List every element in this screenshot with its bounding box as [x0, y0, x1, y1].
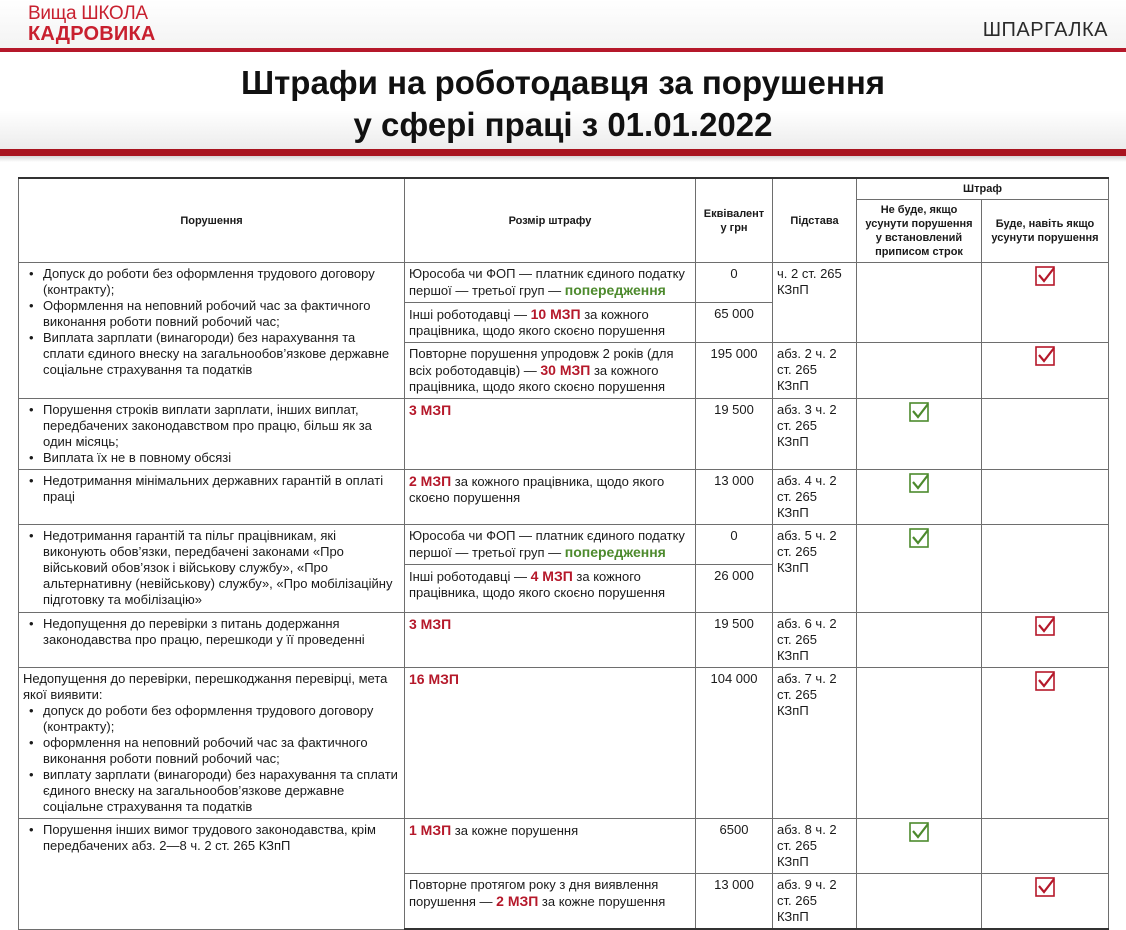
equivalent-cell: 0 — [696, 525, 773, 565]
fine-applied-cell — [982, 525, 1109, 613]
table-row — [19, 263, 1109, 303]
warning-label: попередження — [564, 282, 666, 298]
basis-cell: ч. 2 ст. 265 КЗпП — [773, 263, 857, 343]
logo-line1: Вища ШКОЛА — [28, 3, 148, 24]
fine-applied-cell — [982, 874, 1109, 930]
fine-size-cell: Повторне протягом року з дня виявлення порушення — 2 МЗП за кожне порушення — [405, 874, 696, 930]
equivalent-cell: 6500 — [696, 819, 773, 874]
basis-cell: абз. 2 ч. 2 ст. 265 КЗпП — [773, 343, 857, 399]
fine-applied-cell — [982, 668, 1109, 819]
table-row — [19, 668, 1109, 819]
equivalent-cell: 0 — [696, 263, 773, 303]
title-divider — [0, 149, 1126, 156]
violation-item: • допуск до роботи без оформлення трудового договору (контракту); — [43, 703, 400, 735]
equivalent-cell: 65 000 — [696, 303, 773, 343]
table-row — [19, 613, 1109, 668]
fines-table — [18, 177, 1109, 930]
green-check-icon — [909, 473, 929, 493]
violation-cell — [19, 263, 405, 399]
fine-not-cell — [857, 399, 982, 470]
header-fine-size: Розмір штрафу — [405, 178, 696, 263]
violation-cell — [19, 525, 405, 613]
violation-cell — [19, 819, 405, 930]
fine-applied-cell — [982, 343, 1109, 399]
violation-item: • Оформлення на неповний робочий час за фактичного виконання роботи повний робочий час; — [43, 298, 400, 330]
red-check-icon — [1035, 877, 1055, 897]
violation-item: • Допуск до роботи без оформлення трудового договору (контракту); — [43, 266, 400, 298]
equivalent-cell: 13 000 — [696, 874, 773, 930]
fine-not-cell — [857, 343, 982, 399]
title-line1: Штрафи на роботодавця за порушення — [240, 64, 886, 101]
fine-size-cell: 16 МЗП — [405, 668, 696, 819]
green-check-icon — [909, 402, 929, 422]
equivalent-cell: 13 000 — [696, 470, 773, 525]
red-check-icon — [1035, 266, 1055, 286]
violation-item: • Порушення строків виплати зарплати, інших виплат, передбачених законодавством про працю, більш як за один місяць; — [43, 402, 400, 450]
equivalent-cell: 195 000 — [696, 343, 773, 399]
basis-cell: абз. 8 ч. 2 ст. 265 КЗпП — [773, 819, 857, 874]
violation-item: • Недотримання мінімальних державних гарантій в оплаті праці — [43, 473, 400, 505]
fine-not-cell — [857, 874, 982, 930]
violation-item: • Недотримання гарантій та пільг працівникам, які виконують обов’язки, передбачені законами «Про військовий обов’язок і військову службу», «Про альтернативну (невійськову) службу», «Про мобілізаційну підготовку та мобілізацію» — [43, 528, 400, 608]
header-fine-applied: Буде, навіть якщо усунути порушення — [982, 200, 1109, 263]
fine-applied-cell — [982, 470, 1109, 525]
basis-cell: абз. 4 ч. 2 ст. 265 КЗпП — [773, 470, 857, 525]
header-violation: Порушення — [19, 178, 405, 263]
basis-cell: абз. 7 ч. 2 ст. 265 КЗпП — [773, 668, 857, 819]
header-fine-not-applied: Не буде, якщо усунути порушення у встановлений приписом строк — [857, 200, 982, 263]
fine-not-cell — [857, 613, 982, 668]
fine-not-cell — [857, 668, 982, 819]
fine-applied-cell — [982, 399, 1109, 470]
title-line2: у сфері праці з 01.01.2022 — [353, 106, 773, 143]
violation-item: • виплату зарплати (винагороди) без нарахування та сплати єдиного внеску на загальнообов’язкове державне соціальне страхування та податків — [43, 767, 400, 815]
red-check-icon — [1035, 671, 1055, 691]
green-check-icon — [909, 822, 929, 842]
fine-not-cell — [857, 819, 982, 874]
red-check-icon — [1035, 616, 1055, 636]
equivalent-cell: 19 500 — [696, 613, 773, 668]
basis-cell: абз. 5 ч. 2 ст. 265 КЗпП — [773, 525, 857, 613]
equivalent-cell: 26 000 — [696, 565, 773, 613]
violation-cell — [19, 668, 405, 819]
divider-shadow — [0, 156, 1126, 162]
red-check-icon — [1035, 346, 1055, 366]
green-check-icon — [909, 528, 929, 548]
violation-item: • Порушення інших вимог трудового законодавства, крім передбачених абз. 2—8 ч. 2 ст. 265 КЗпП — [43, 822, 400, 854]
fine-size-cell: Інші роботодавці — 10 МЗП за кожного працівника, щодо якого скоєно порушення — [405, 303, 696, 343]
logo — [28, 4, 156, 44]
header-basis: Підстава — [773, 178, 857, 263]
basis-cell: абз. 6 ч. 2 ст. 265 КЗпП — [773, 613, 857, 668]
header-equivalent: Еквівалент у грн — [696, 178, 773, 263]
violation-cell — [19, 613, 405, 668]
logo-line2: КАДРОВИКА — [28, 23, 156, 45]
fine-size-cell: 1 МЗП за кожне порушення — [405, 819, 696, 874]
violation-item: • Виплата зарплати (винагороди) без нарахування та сплати єдиного внеску на загальнообов’язкове державне соціальне страхування та податків — [43, 330, 400, 378]
table-row — [19, 819, 1109, 874]
header-fine: Штраф — [857, 178, 1109, 200]
warning-label: попередження — [564, 544, 666, 560]
table-row — [19, 399, 1109, 470]
fine-size-cell: 2 МЗП за кожного працівника, щодо якого скоєно порушення — [405, 470, 696, 525]
fine-not-cell — [857, 263, 982, 343]
fine-applied-cell — [982, 263, 1109, 343]
basis-cell: абз. 3 ч. 2 ст. 265 КЗпП — [773, 399, 857, 470]
fine-size-cell: Юрособа чи ФОП — платник єдиного податку першої — третьої груп — попередження — [405, 525, 696, 565]
fine-size-cell: Юрособа чи ФОП — платник єдиного податку першої — третьої груп — попередження — [405, 263, 696, 303]
table-row — [19, 525, 1109, 565]
fine-not-cell — [857, 470, 982, 525]
top-bar — [0, 0, 1126, 48]
fine-size-cell: Повторне порушення упродовж 2 років (для всіх роботодавців) — 30 МЗП за кожного працівника, щодо якого скоєно порушення — [405, 343, 696, 399]
title-block — [0, 52, 1126, 149]
fine-not-cell — [857, 525, 982, 613]
equivalent-cell: 104 000 — [696, 668, 773, 819]
fine-applied-cell — [982, 613, 1109, 668]
basis-cell: абз. 9 ч. 2 ст. 265 КЗпП — [773, 874, 857, 930]
violation-item: • Недопущення до перевірки з питань додержання законодавства про працю, перешкоди у її проведенні — [43, 616, 400, 648]
violation-cell — [19, 399, 405, 470]
equivalent-cell: 19 500 — [696, 399, 773, 470]
table-row — [19, 470, 1109, 525]
violation-item: • Виплата їх не в повному обсязі — [43, 450, 400, 466]
section-label: ШПАРГАЛКА — [982, 19, 1108, 41]
page-title — [0, 62, 1126, 146]
violation-intro: Недопущення до перевірки, перешкоджання перевірці, мета якої виявити: — [23, 671, 388, 702]
violation-item: • оформлення на неповний робочий час за фактичного виконання роботи повний робочий час; — [43, 735, 400, 767]
fine-size-cell: Інші роботодавці — 4 МЗП за кожного працівника, щодо якого скоєно порушення — [405, 565, 696, 613]
violation-cell — [19, 470, 405, 525]
fine-applied-cell — [982, 819, 1109, 874]
fine-size-cell: 3 МЗП — [405, 613, 696, 668]
fine-size-cell: 3 МЗП — [405, 399, 696, 470]
